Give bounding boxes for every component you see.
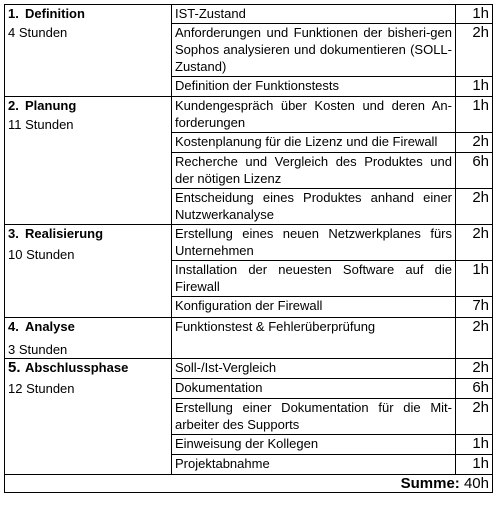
phase-hours: 10 Stunden <box>8 247 75 262</box>
project-plan-body <box>5 5 493 475</box>
task-cell: Dokumentation <box>172 379 456 399</box>
phase-title <box>8 5 168 22</box>
phase-cell <box>5 359 172 475</box>
task-hours-cell: 1h <box>456 5 493 24</box>
task-cell: Soll-/Ist-Vergleich <box>172 359 456 379</box>
task-cell: Funktionstest & Fehlerüberprüfung <box>172 318 456 359</box>
table-row <box>5 225 493 261</box>
task-cell: Kostenplanung für die Lizenz und die Firewall <box>172 133 456 153</box>
task-cell: Definition der Funktionstests <box>172 77 456 97</box>
phase-number: 5. <box>8 359 21 376</box>
phase-hours: 12 Stunden <box>8 381 75 396</box>
phase-cell <box>5 97 172 225</box>
phase-number: 2. <box>8 98 19 113</box>
table-row <box>5 359 493 379</box>
task-cell: Anforderungen und Funktionen der bisheri-gen Sophos analysieren und dokumentieren (SOLL-Zustand) <box>172 24 456 77</box>
task-cell: Projektabnahme <box>172 455 456 475</box>
phase-name: Realisierung <box>25 226 104 241</box>
task-hours-cell: 6h <box>456 379 493 399</box>
table-row <box>5 5 493 24</box>
phase-cell <box>5 318 172 359</box>
task-hours-cell: 2h <box>456 399 493 435</box>
task-cell: Einweisung der Kollegen <box>172 435 456 455</box>
task-cell: Erstellung eines neuen Netzwerkplanes fürs Unternehmen <box>172 225 456 261</box>
phase-hours: 4 Stunden <box>8 25 68 40</box>
task-hours-cell: 1h <box>456 261 493 297</box>
task-hours-cell: 2h <box>456 318 493 359</box>
task-hours-cell: 2h <box>456 189 493 225</box>
task-cell: Erstellung einer Dokumentation für die Mit-arbeiter des Supports <box>172 399 456 435</box>
task-hours-cell: 2h <box>456 359 493 379</box>
table-row <box>5 97 493 133</box>
phase-cell <box>5 225 172 318</box>
task-hours-cell: 7h <box>456 297 493 318</box>
task-hours-cell: 1h <box>456 97 493 133</box>
phase-name: Abschlussphase <box>25 360 129 375</box>
phase-cell <box>5 5 172 97</box>
project-plan-table <box>4 4 493 493</box>
task-hours-cell: 1h <box>456 435 493 455</box>
task-hours-cell: 2h <box>456 24 493 77</box>
task-hours-cell: 2h <box>456 225 493 261</box>
phase-name: Planung <box>25 98 77 113</box>
task-hours-cell: 6h <box>456 153 493 189</box>
task-hours-cell: 1h <box>456 455 493 475</box>
phase-title <box>8 97 168 114</box>
total-label: Summe: <box>400 475 460 492</box>
phase-name: Analyse <box>25 319 75 334</box>
phase-hours: 11 Stunden <box>8 117 74 132</box>
total-row <box>5 475 493 493</box>
task-hours-cell: 2h <box>456 133 493 153</box>
phase-number: 4. <box>8 319 19 334</box>
task-cell: Installation der neuesten Software auf die Firewall <box>172 261 456 297</box>
phase-title <box>8 359 168 376</box>
task-cell: Recherche und Vergleich des Produktes und der nötigen Lizenz <box>172 153 456 189</box>
task-cell: Konfiguration der Firewall <box>172 297 456 318</box>
task-cell: Entscheidung eines Produktes anhand einer Nutzwerkanalyse <box>172 189 456 225</box>
task-cell: IST-Zustand <box>172 5 456 24</box>
table-row <box>5 318 493 359</box>
task-hours-cell: 1h <box>456 77 493 97</box>
phase-number: 1. <box>8 6 19 21</box>
phase-number: 3. <box>8 226 19 241</box>
phase-name: Definition <box>25 6 85 21</box>
total-value: 40h <box>463 475 489 492</box>
phase-title <box>8 318 168 335</box>
total-cell <box>5 475 493 493</box>
task-cell: Kundengespräch über Kosten und deren An-forderungen <box>172 97 456 133</box>
phase-title <box>8 225 168 242</box>
project-plan-table-container <box>4 4 493 493</box>
phase-hours: 3 Stunden <box>8 342 68 357</box>
